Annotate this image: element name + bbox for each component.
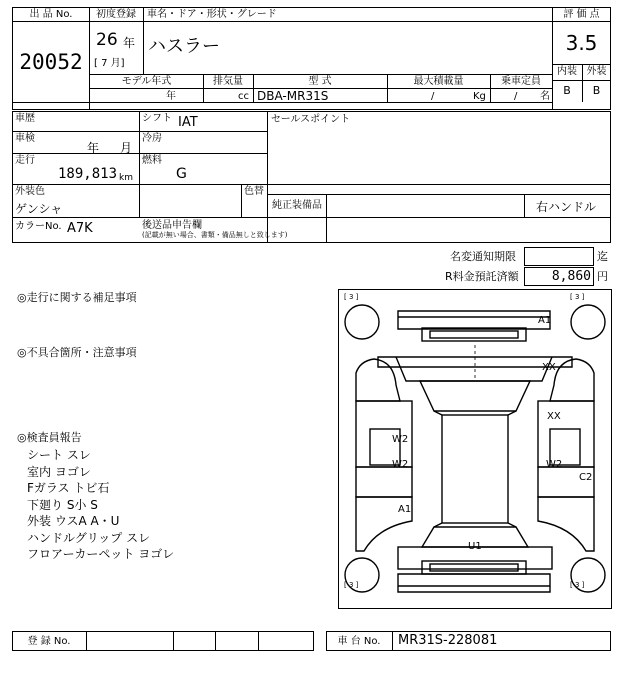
inspection-label: 車検 <box>15 133 35 144</box>
type-code: DBA-MR31S <box>257 89 329 103</box>
recycle-fee-label: R料金預託済額 <box>445 270 519 283</box>
interior-grade: B <box>563 84 571 97</box>
history-label: 車歴 <box>15 113 35 124</box>
exterior-color-label: 外装色 <box>15 186 45 197</box>
mark-front-bumper: A1 <box>538 315 552 326</box>
mark-right-front-door: XX <box>547 411 561 422</box>
defects-notes-label: ◎不具合箇所・注意事項 <box>17 346 137 359</box>
genuine-equipment-label: 純正装備品 <box>272 200 322 211</box>
exterior-label: 外装 <box>586 66 607 77</box>
recycle-fee-value: 8,860 <box>551 269 591 284</box>
car-name-label: 車名・ドア・形状・グレード <box>147 9 277 20</box>
interior-label: 内装 <box>557 66 577 77</box>
car-name: ハスラー <box>148 36 220 57</box>
fuel-label: 燃料 <box>142 155 162 166</box>
report-line: 下廻り S小 S <box>27 497 98 512</box>
displacement-label: 排気量 <box>213 76 243 87</box>
shift-value: IAT <box>178 115 198 130</box>
tire-front-left-depth: [ 3 ] <box>344 293 359 301</box>
mark-left-quarter: A1 <box>398 504 412 515</box>
mark-left-front-door: W2 <box>392 434 409 445</box>
inspection-year-unit: 年 <box>87 141 100 155</box>
chassis-number: MR31S-228081 <box>398 633 498 648</box>
recycle-fee-unit: 円 <box>597 270 608 283</box>
mileage-label: 走行 <box>15 155 35 166</box>
mark-right-front-fender: XX <box>542 362 556 373</box>
mark-left-rear-door: W2 <box>392 459 409 470</box>
report-line: フロアーカーペット ヨゴレ <box>27 547 175 561</box>
first-registration-year: 26 <box>96 30 118 50</box>
inspector-report-label: ◎検査員報告 <box>17 431 82 444</box>
exterior-color-value: ゲンシャ <box>15 202 63 216</box>
notice-deadline-box <box>524 247 594 266</box>
model-year-unit: 年 <box>166 91 176 102</box>
tire-rear-left-depth: [ 3 ] <box>344 581 359 589</box>
load-slash: / <box>431 91 435 102</box>
exterior-grade: B <box>592 84 601 97</box>
inspector-report-lines <box>27 447 174 563</box>
color-change-label: 色替 <box>244 186 264 197</box>
type-label: 型 式 <box>308 76 332 87</box>
shift-label: シフト <box>142 113 172 124</box>
mileage-unit: km <box>119 173 133 183</box>
notice-deadline-unit: 迄 <box>597 250 608 263</box>
report-line: シート スレ <box>27 448 91 462</box>
sales-point-label: セールスポイント <box>271 114 351 125</box>
reg-no-label: 登 録 No. <box>27 636 71 647</box>
mileage-value: 189,813 <box>58 166 118 182</box>
cc-unit: cc <box>238 91 249 102</box>
driving-notes-label: ◎走行に関する補足事項 <box>17 291 137 304</box>
mark-right-rear-door: W2 <box>546 459 563 470</box>
mark-rear-gate: U1 <box>468 541 482 552</box>
report-line: 室内 ヨゴレ <box>27 464 91 479</box>
report-line: Fガラス トビ石 <box>27 481 110 495</box>
lot-number: 20052 <box>19 50 83 74</box>
mark-right-quarter: C2 <box>579 472 593 483</box>
lot-label: 出 品 No. <box>29 9 73 20</box>
chassis-label: 車 台 No. <box>337 636 381 647</box>
model-year-label: モデル年式 <box>121 76 172 87</box>
after-sale-note: (記載が無い場合、書類・備品無しと致します) <box>142 231 288 239</box>
year-unit: 年 <box>123 36 136 50</box>
car-damage-diagram <box>338 289 612 609</box>
tire-rear-right-depth: [ 3 ] <box>570 581 585 589</box>
capacity-label: 乗車定員 <box>501 76 541 87</box>
tire-front-right-depth: [ 3 ] <box>570 293 585 301</box>
steering-side: 右ハンドル <box>536 200 597 214</box>
first-registration-label: 初度登録 <box>96 9 136 20</box>
first-registration-month: [ 7 月] <box>94 58 125 69</box>
capacity-unit: 名 <box>540 91 550 102</box>
rating-score: 3.5 <box>565 31 598 55</box>
report-line: 外装 ウスA A・U <box>27 514 120 528</box>
after-sale-label: 後送品申告欄 <box>142 220 202 231</box>
capacity-slash: / <box>514 91 518 102</box>
report-line: ハンドルグリップ スレ <box>27 530 151 545</box>
max-load-label: 最大積載量 <box>413 76 464 87</box>
kg-unit: Kg <box>473 91 486 102</box>
rating-label: 評 価 点 <box>563 9 600 20</box>
ac-label: 冷房 <box>142 133 162 144</box>
color-no-value: A7K <box>67 221 93 236</box>
fuel-value: G <box>176 166 187 182</box>
notice-deadline-label: 名変通知期限 <box>450 250 516 263</box>
color-no-label: カラーNo. <box>15 221 62 232</box>
inspection-month-unit: 月 <box>120 141 133 155</box>
